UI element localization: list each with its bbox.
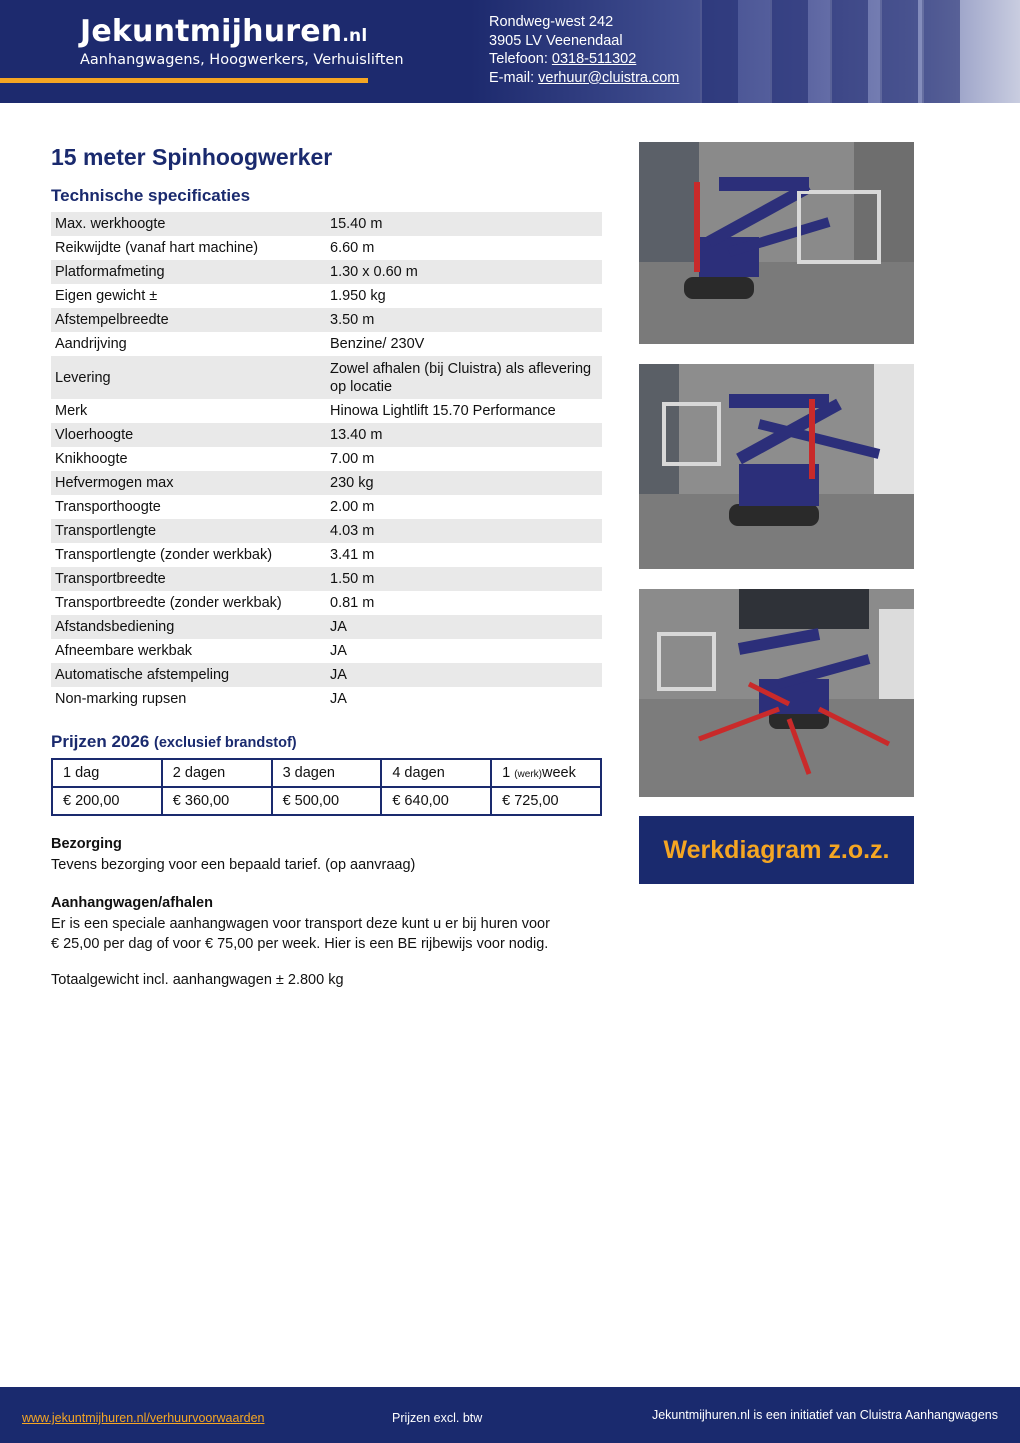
brand-tagline: Aanhangwagens, Hoogwerkers, Verhuisliften: [80, 52, 404, 68]
total-weight: Totaalgewicht incl. aanhangwagen ± 2.800 kg: [51, 972, 344, 988]
spec-value: JA: [330, 619, 347, 635]
aanhangwagen-line-1: Er is een speciale aanhangwagen voor transport deze kunt u er bij huren voor: [51, 915, 550, 932]
address-line-2: 3905 LV Veenendaal: [489, 32, 623, 49]
phone-line: Telefoon: 0318-511302: [489, 51, 637, 67]
spec-label: Hefvermogen max: [55, 475, 174, 491]
spec-label: Max. werkhoogte: [55, 216, 166, 232]
aanhangwagen-title: Aanhangwagen/afhalen: [51, 895, 213, 911]
spec-label: Automatische afstempeling: [55, 667, 230, 683]
address-line-1: Rondweg-west 242: [489, 14, 614, 30]
spec-label: Platformafmeting: [55, 264, 165, 280]
brand-logo[interactable]: Jekuntmijhuren.nl: [80, 14, 368, 49]
spec-row: [51, 543, 602, 567]
price-header-cell: 1 dag: [52, 759, 162, 787]
spec-value: 1.950 kg: [330, 288, 386, 304]
specs-title: Technische specificaties: [51, 186, 251, 205]
price-value-cell: € 200,00: [52, 787, 162, 815]
spec-row: [51, 639, 602, 663]
spec-row: [51, 519, 602, 543]
spec-row: [51, 495, 602, 519]
price-header-cell: 2 dagen: [162, 759, 272, 787]
price-value-cell: € 640,00: [381, 787, 491, 815]
bezorging-text: Tevens bezorging voor een bepaald tarief. (op aanvraag): [51, 856, 416, 873]
spec-row: [51, 236, 602, 260]
spec-value: 230 kg: [330, 475, 374, 491]
spec-value: 1.30 x 0.60 m: [330, 264, 418, 280]
email-line: E-mail: verhuur@cluistra.com: [489, 69, 680, 86]
spec-value: 6.60 m: [330, 240, 375, 256]
spec-value: 4.03 m: [330, 523, 375, 539]
brand-underline: [0, 78, 368, 83]
spec-value: 13.40 m: [330, 427, 383, 443]
spec-row: [51, 567, 602, 591]
spec-row: [51, 423, 602, 447]
spec-label: Aandrijving: [55, 336, 127, 352]
price-value-cell: € 725,00: [491, 787, 601, 815]
header-banner: [0, 0, 1020, 103]
bezorging-title: Bezorging: [51, 836, 122, 852]
spec-row: [51, 308, 602, 332]
bezorging-section: [51, 834, 415, 875]
phone-link[interactable]: 0318-511302: [551, 51, 637, 67]
spec-row: [51, 471, 602, 495]
terms-link[interactable]: www.jekuntmijhuren.nl/verhuurvoorwaarden: [22, 1411, 265, 1425]
spec-label: Knikhoogte: [55, 451, 128, 467]
machine-photo-2: [639, 364, 914, 569]
spec-row: [51, 284, 602, 308]
spec-row: [51, 212, 602, 236]
spec-row: [51, 447, 602, 471]
werkdiagram-banner: [639, 816, 914, 884]
spec-row: [51, 332, 602, 356]
spec-value: 3.50 m: [330, 312, 375, 328]
prices-title: Prijzen 2026 (exclusief brandstof): [51, 732, 297, 751]
spec-label: Transportbreedte: [55, 571, 166, 587]
footer-price-note: Prijzen excl. btw: [392, 1411, 483, 1425]
machine-photo-1: [639, 142, 914, 344]
spec-value: 0.81 m: [330, 595, 375, 611]
spec-value: 1.50 m: [330, 571, 375, 587]
spec-label: Afstandsbediening: [55, 619, 175, 635]
spec-label: Eigen gewicht ±: [55, 288, 158, 304]
spec-row: [51, 687, 602, 711]
prices-value-row: [52, 787, 601, 815]
spec-label: Transportlengte: [55, 523, 157, 539]
aanhangwagen-line-2: € 25,00 per dag of voor € 75,00 per week. Hier is een BE rijbewijs voor nodig.: [51, 936, 549, 952]
price-value-cell: € 360,00: [162, 787, 272, 815]
email-link[interactable]: verhuur@cluistra.com: [538, 69, 680, 86]
spec-label: Levering: [55, 369, 111, 386]
footer-initiative: Jekuntmijhuren.nl is een initiatief van Cluistra Aanhangwagens: [651, 1408, 998, 1422]
page-title: 15 meter Spinhoogwerker: [51, 144, 333, 170]
spec-label: Reikwijdte (vanaf hart machine): [55, 240, 259, 256]
spec-label: Transporthoogte: [55, 499, 161, 515]
spec-value: JA: [330, 691, 347, 707]
price-value-cell: € 500,00: [272, 787, 382, 815]
spec-value: JA: [330, 643, 347, 659]
footer: [0, 1387, 1020, 1443]
spec-value: 15.40 m: [330, 216, 383, 232]
spec-row: [51, 260, 602, 284]
spec-row: [51, 615, 602, 639]
spec-label: Afneembare werkbak: [55, 643, 193, 659]
aanhangwagen-section: [51, 893, 550, 955]
prices-table: [51, 758, 602, 816]
spec-value: 7.00 m: [330, 451, 375, 467]
spec-value: 3.41 m: [330, 547, 375, 563]
spec-value: JA: [330, 667, 347, 683]
spec-value: Benzine/ 230V: [330, 336, 425, 352]
spec-value: 2.00 m: [330, 499, 375, 515]
spec-label: Non-marking rupsen: [55, 691, 187, 707]
spec-label: Vloerhoogte: [55, 427, 134, 443]
spec-value: Zowel afhalen (bij Cluistra) als aflevering op locatie: [330, 360, 592, 395]
price-header-cell: 3 dagen: [272, 759, 382, 787]
contact-info: [489, 13, 679, 87]
spec-value: Hinowa Lightlift 15.70 Performance: [330, 403, 556, 419]
spec-row: [51, 356, 602, 399]
spec-row: [51, 399, 602, 423]
spec-label: Transportlengte (zonder werkbak): [55, 547, 273, 563]
spec-label: Merk: [55, 403, 88, 419]
price-header-cell: 1 (werk)week: [491, 759, 601, 787]
spec-row: [51, 663, 602, 687]
werkdiagram-label: Werkdiagram z.o.z.: [663, 835, 890, 864]
spec-row: [51, 591, 602, 615]
prices-header-row: [52, 759, 601, 787]
price-header-cell: 4 dagen: [381, 759, 491, 787]
spec-label: Transportbreedte (zonder werkbak): [55, 595, 282, 611]
specs-table: [51, 212, 602, 711]
machine-photo-3: [639, 589, 914, 797]
spec-label: Afstempelbreedte: [55, 312, 169, 328]
